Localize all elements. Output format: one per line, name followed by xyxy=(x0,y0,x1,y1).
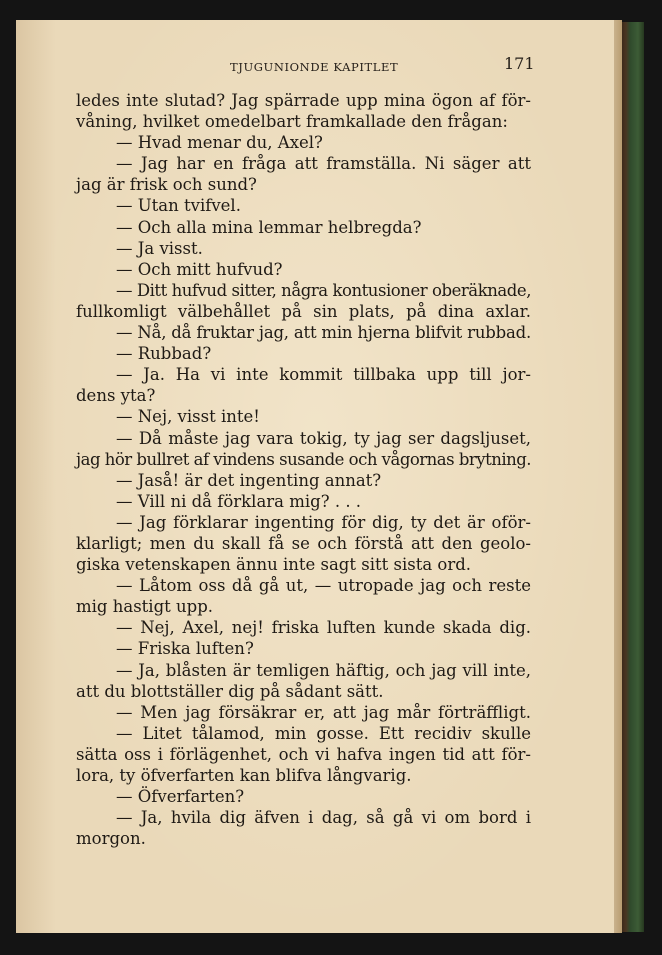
text-line: klarligt; men du skall få se och förstå att den geolo- xyxy=(76,533,531,553)
book-cover-edge xyxy=(622,22,644,932)
text-line: — Friska luften? xyxy=(116,639,254,659)
text-line: — Jag har en fråga att framställa. Ni säger att xyxy=(116,154,531,174)
text-line: — Låtom oss då gå ut, — utropade jag och reste xyxy=(116,576,531,596)
text-line: mig hastigt upp. xyxy=(76,597,214,617)
text-line: lora, ty öfverfarten kan blifva långvarig. xyxy=(76,766,412,785)
text-line: — Ja, blåsten är temligen häftig, och jag vill inte, xyxy=(116,660,531,680)
text-line: — Litet tålamod, min gosse. Ett recidiv skulle xyxy=(116,723,531,743)
text-line: — Nej, Axel, nej! friska luften kunde skada dig. xyxy=(116,618,531,638)
text-line: — Vill ni då förklara mig? . . . xyxy=(116,491,362,511)
text-line: — Nå, då fruktar jag, att min hjerna blifvit rubbad. xyxy=(116,323,531,343)
text-line: — Då måste jag vara tokig, ty jag ser dagsljuset, xyxy=(116,428,531,448)
text-line: — Ja, hvila dig äfven i dag, så gå vi om bord i xyxy=(116,808,531,828)
text-line: — Utan tvifvel. xyxy=(116,196,241,216)
text-line: — Och mitt hufvud? xyxy=(116,259,283,279)
body-text xyxy=(76,90,531,849)
text-line: — Hvad menar du, Axel? xyxy=(116,133,323,153)
text-line: morgon. xyxy=(76,829,146,849)
text-line: jag hör bullret af vindens susande och vågornas brytning. xyxy=(76,449,531,469)
text-line: dens yta? xyxy=(76,386,156,406)
running-header: TJUGUNIONDE KAPITLET xyxy=(230,60,399,74)
text-line: våning, hvilket omedelbart framkallade den frågan: xyxy=(76,112,508,132)
text-line: att du blottställer dig på sådant sätt. xyxy=(76,681,384,701)
text-line: — Ditt hufvud sitter, några kontusioner oberäknade, xyxy=(116,280,531,300)
text-line: sätta oss i förlägenhet, och vi hafva ingen tid att för- xyxy=(76,744,531,764)
text-line: — Och alla mina lemmar helbregda? xyxy=(116,217,422,237)
text-line: — Jaså! är det ingenting annat? xyxy=(116,470,382,490)
text-line: — Men jag försäkrar er, att jag mår förträffligt. xyxy=(116,702,531,722)
text-line: fullkomligt välbehållet på sin plats, på dina axlar. xyxy=(76,301,531,321)
page-edge xyxy=(614,20,622,933)
text-line: — Rubbad? xyxy=(116,344,212,364)
page-number: 171 xyxy=(504,54,535,73)
text-line: — Ja visst. xyxy=(116,238,203,258)
text-line: jag är frisk och sund? xyxy=(76,175,257,195)
text-line: — Nej, visst inte! xyxy=(116,407,260,427)
text-line: — Jag förklarar ingenting för dig, ty det är oför- xyxy=(116,512,531,532)
text-line: giska vetenskapen ännu inte sagt sitt sista ord. xyxy=(76,555,472,575)
text-line: — Öfverfarten? xyxy=(116,787,245,807)
text-line: — Ja. Ha vi inte kommit tillbaka upp till jor- xyxy=(116,365,531,385)
text-line: ledes inte slutad? Jag spärrade upp mina ögon af för- xyxy=(76,91,531,110)
